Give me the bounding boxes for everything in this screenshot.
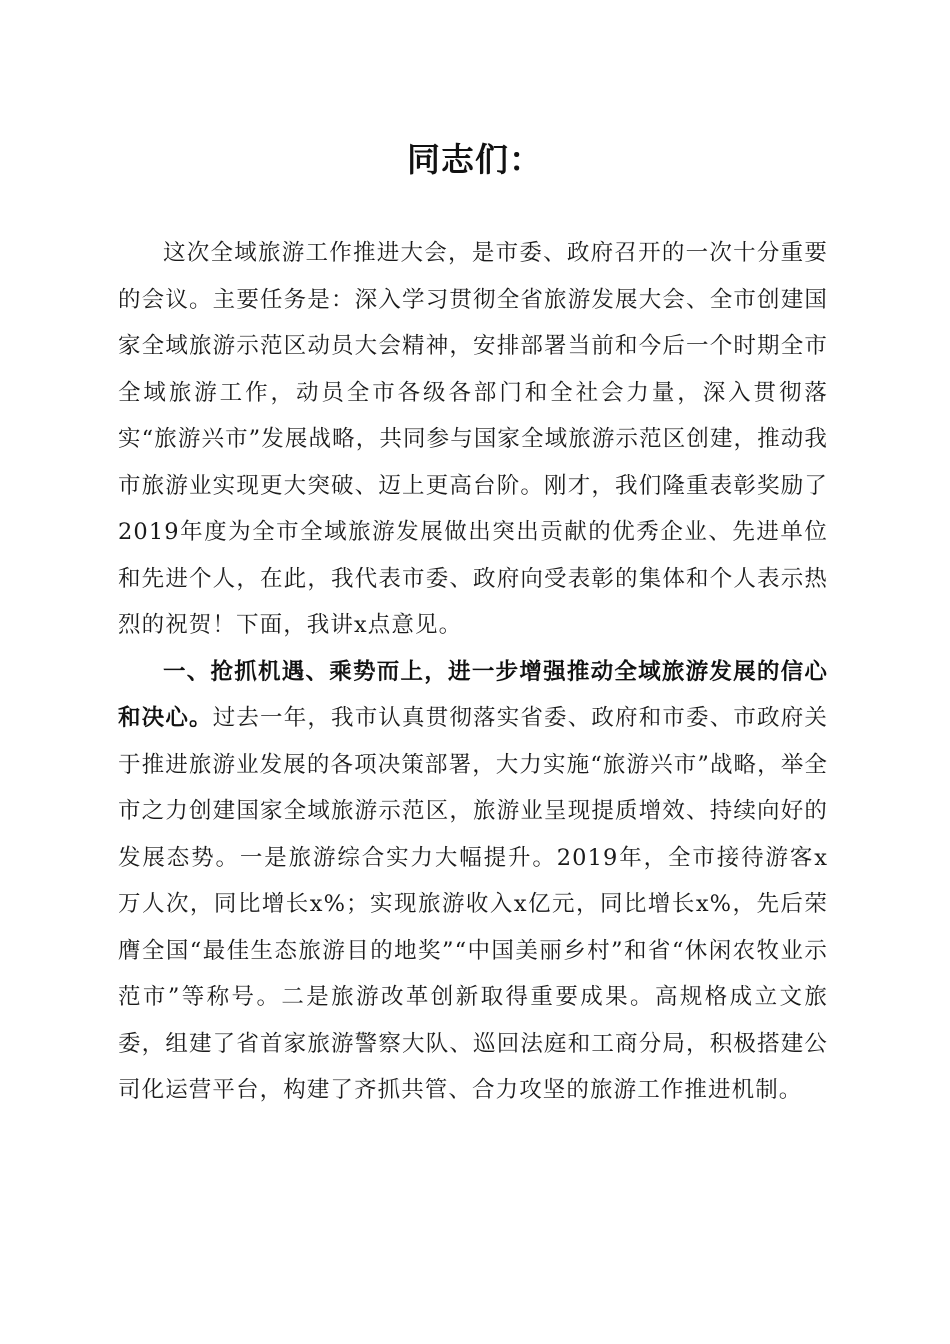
paragraph-intro-text: 这次全域旅游工作推进大会，是市委、政府召开的一次十分重要的会议。主要任务是：深入学习贯彻全省旅游发展大会、全市创建国家全域旅游示范区动员大会精神，安排部署当前和今后一个时期全市全域旅游工作，动员全市各级各部门和全社会力量，深入贯彻落实“旅游兴市”发展战略，共同参与国家全域旅游示范区创建，推动我市旅游业实现更大突破、迈上更高台阶。刚才，我们隆重表彰奖励了2019年度为全市全域旅游发展做出突出贡献的优秀企业、先进单位和先进个人，在此，我代表市委、政府向受表彰的集体和个人表示热烈的祝贺！下面，我讲x点意见。 bbox=[118, 240, 828, 638]
paragraph-section-one bbox=[118, 649, 828, 1114]
section-one-text: 过去一年，我市认真贯彻落实省委、政府和市委、市政府关于推进旅游业发展的各项决策部署，大力实施“旅游兴市”战略，举全市之力创建国家全域旅游示范区，旅游业呈现提质增效、持续向好的发展态势。一是旅游综合实力大幅提升。2019年，全市接待游客x万人次，同比增长x%；实现旅游收入x亿元，同比增长x%，先后荣膺全国“最佳生态旅游目的地奖”“中国美丽乡村”和省“休闲农牧业示范市”等称号。二是旅游改革创新取得重要成果。高规格成立文旅委，组建了省首家旅游警察大队、巡回法庭和工商分局，积极搭建公司化运营平台，构建了齐抓共管、合力攻坚的旅游工作推进机制。 bbox=[118, 705, 828, 1103]
page-title: 同志们： bbox=[407, 140, 543, 179]
document-body bbox=[118, 230, 828, 1114]
section-one-heading: 一、抢抓机遇、乘势而上，进一步增强推动全域旅游发展的信心和决心。 bbox=[118, 658, 828, 731]
paragraph-intro bbox=[118, 230, 828, 649]
